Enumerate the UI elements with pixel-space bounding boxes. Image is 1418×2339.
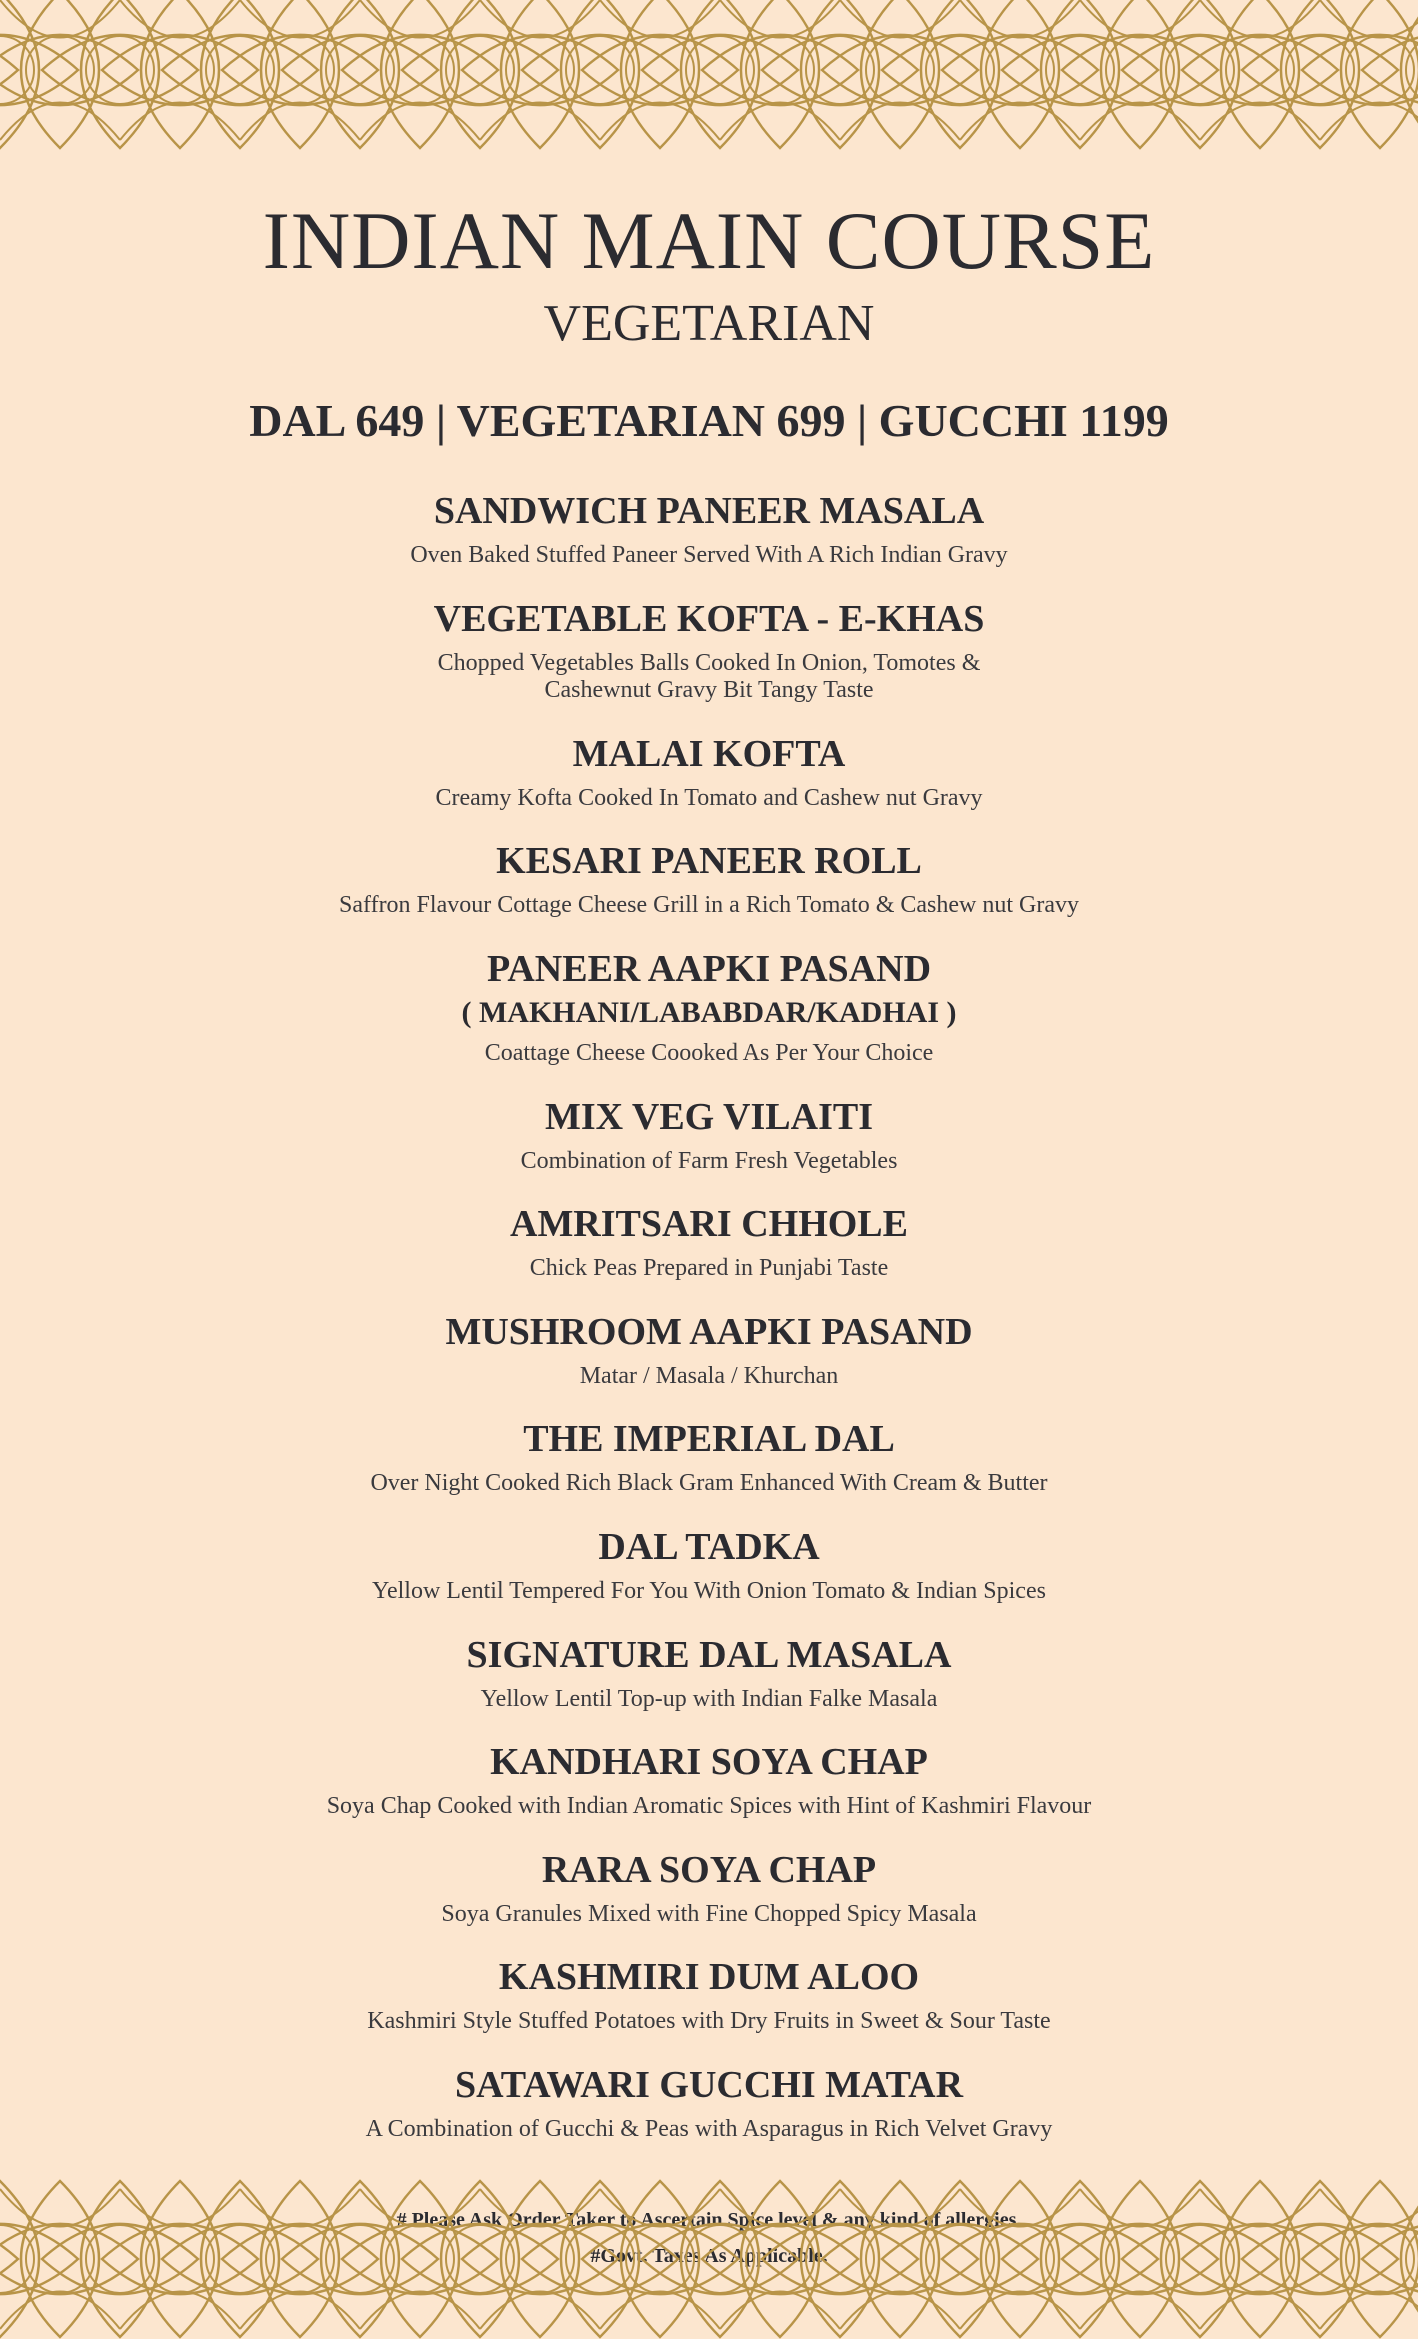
- price-summary: DAL 649 | VEGETARIAN 699 | GUCCHI 1199: [249, 395, 1169, 446]
- page-subtitle: VEGETARIAN: [543, 295, 875, 352]
- dish-name: SATAWARI GUCCHI MATAR: [454, 2063, 964, 2106]
- list-item: [0, 492, 1418, 570]
- dish-description: Over Night Cooked Rich Black Gram Enhanced With Cream & Butter: [370, 1470, 1048, 1497]
- dish-name: SIGNATURE DAL MASALA: [466, 1633, 952, 1676]
- dish-name: AMRITSARI CHHOLE: [510, 1203, 908, 1246]
- page-title: INDIAN MAIN COURSE: [262, 195, 1156, 286]
- dish-name: MALAI KOFTA: [572, 732, 846, 775]
- dish-name: VEGETABLE KOFTA - E-KHAS: [433, 597, 985, 640]
- dish-name: THE IMPERIAL DAL: [523, 1418, 895, 1461]
- ornament-pattern-icon: [0, 2159, 1418, 2339]
- top-ornament-border: [0, 0, 1418, 160]
- dish-name: KANDHARI SOYA CHAP: [490, 1741, 928, 1784]
- list-item: [0, 2063, 1418, 2144]
- dish-description: Yellow Lentil Top-up with Indian Falke Masala: [480, 1685, 938, 1712]
- list-item: [0, 1848, 1418, 1929]
- list-item: [0, 842, 1418, 920]
- bottom-ornament-border: [0, 2159, 1418, 2339]
- dish-name: PANEER AAPKI PASAND: [486, 947, 932, 990]
- list-item: [0, 1420, 1418, 1498]
- list-item: [0, 1205, 1418, 1283]
- dish-name: KASHMIRI DUM ALOO: [498, 1956, 920, 1999]
- dish-description: Combination of Farm Fresh Vegetables: [520, 1147, 898, 1174]
- list-item: [0, 1743, 1418, 1821]
- dish-description: Soya Chap Cooked with Indian Aromatic Spices with Hint of Kashmiri Flavour: [326, 1793, 1092, 1820]
- list-item: [0, 597, 1418, 705]
- dish-name: DAL TADKA: [598, 1525, 820, 1568]
- dish-name: KESARI PANEER ROLL: [496, 840, 922, 883]
- dish-description: Coattage Cheese Coooked As Per Your Choice: [484, 1039, 934, 1066]
- list-item: [0, 1525, 1418, 1606]
- dish-description: Yellow Lentil Tempered For You With Onion Tomato & Indian Spices: [372, 1577, 1046, 1604]
- dish-description: Oven Baked Stuffed Paneer Served With A Rich Indian Gravy: [410, 542, 1008, 568]
- list-item: [0, 1633, 1418, 1714]
- dish-variants: ( MAKHANI/LABABDAR/KADHAI ): [461, 995, 957, 1029]
- dish-description: A Combination of Gucchi & Peas with Asparagus in Rich Velvet Gravy: [365, 2115, 1053, 2142]
- list-item: [0, 1310, 1418, 1391]
- dish-description: Soya Granules Mixed with Fine Chopped Spicy Masala: [441, 1900, 977, 1927]
- dish-description: Creamy Kofta Cooked In Tomato and Cashew nut Gravy: [435, 784, 983, 811]
- dish-list: [0, 492, 1418, 2144]
- menu-page: [0, 195, 1418, 2274]
- dish-description: Chopped Vegetables Balls Cooked In Onion, Tomotes & Cashewnut Gravy Bit Tangy Taste: [437, 649, 981, 704]
- dish-description: Kashmiri Style Stuffed Potatoes with Dry Fruits in Sweet & Sour Taste: [367, 2008, 1051, 2035]
- dish-name: RARA SOYA CHAP: [541, 1848, 877, 1891]
- list-item: [0, 1958, 1418, 2036]
- list-item: [0, 732, 1418, 813]
- tax-note: #Govt. Taxes As Applicable.: [590, 2244, 828, 2267]
- list-item: [0, 947, 1418, 1068]
- dish-description: Chick Peas Prepared in Punjabi Taste: [529, 1255, 889, 1282]
- dish-name: MIX VEG VILAITI: [544, 1095, 873, 1138]
- allergy-note: # Please Ask Order Taker to Ascertain Spice level & any kind of allergies.: [396, 2208, 1022, 2231]
- dish-description: Saffron Flavour Cottage Cheese Grill in a Rich Tomato & Cashew nut Gravy: [339, 892, 1079, 919]
- list-item: [0, 1095, 1418, 1176]
- dish-name: SANDWICH PANEER MASALA: [433, 490, 985, 532]
- dish-description: Matar / Masala / Khurchan: [579, 1362, 839, 1389]
- ornament-pattern-icon: [0, 0, 1418, 160]
- dish-name: MUSHROOM AAPKI PASAND: [445, 1310, 973, 1353]
